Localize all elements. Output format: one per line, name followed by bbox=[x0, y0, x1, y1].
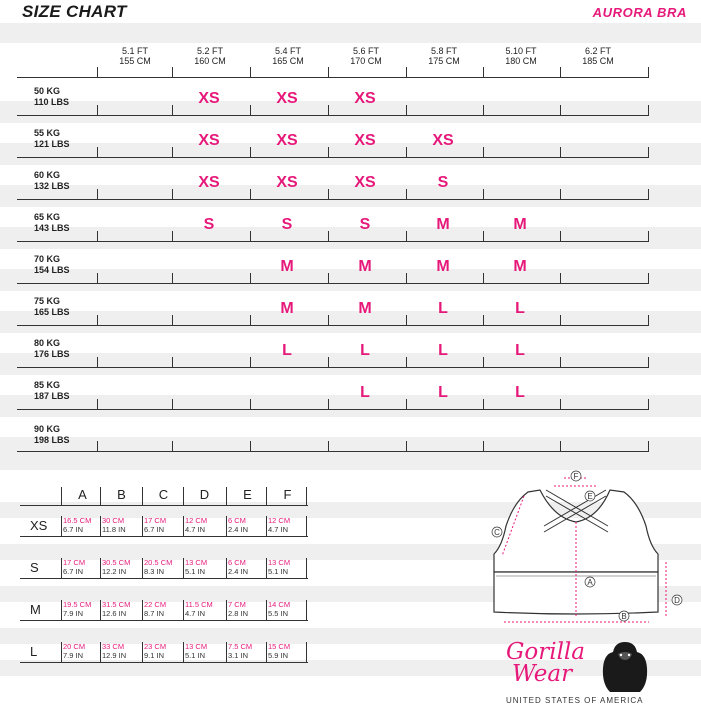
measure-cell bbox=[63, 558, 105, 576]
measure-in: 8.7 IN bbox=[144, 609, 165, 618]
size-cell: L bbox=[360, 342, 370, 359]
row-divider bbox=[17, 451, 649, 452]
height-ft: 6.2 FT bbox=[584, 46, 611, 56]
measure-row-line bbox=[20, 662, 308, 663]
measure-tick bbox=[61, 516, 62, 536]
measure-cell bbox=[228, 516, 270, 534]
weight-kg: 80 KG bbox=[34, 338, 61, 348]
column-tick bbox=[172, 315, 173, 325]
column-tick bbox=[172, 357, 173, 367]
height-cm: 165 CM bbox=[272, 56, 304, 66]
measure-cell bbox=[63, 516, 105, 534]
size-cell: M bbox=[358, 258, 372, 275]
measure-tick bbox=[61, 642, 62, 662]
column-tick bbox=[172, 273, 173, 283]
size-cell: M bbox=[513, 258, 527, 275]
measure-tick bbox=[142, 487, 143, 505]
measure-cell bbox=[63, 600, 105, 618]
measure-cm: 6 CM bbox=[228, 558, 246, 567]
height-ft: 5.10 FT bbox=[505, 46, 537, 56]
row-divider bbox=[17, 199, 649, 200]
measure-column-header: E bbox=[243, 487, 252, 502]
column-tick bbox=[97, 231, 98, 241]
height-ft: 5.1 FT bbox=[121, 46, 148, 56]
measure-tick bbox=[183, 600, 184, 620]
measure-in: 2.8 IN bbox=[228, 609, 249, 618]
measure-tick bbox=[266, 516, 267, 536]
product-name: AURORA BRA bbox=[592, 5, 687, 20]
size-cell: M bbox=[513, 216, 527, 233]
height-column-header bbox=[173, 46, 247, 66]
weight-kg: 85 KG bbox=[34, 380, 61, 390]
measure-cell bbox=[102, 600, 144, 618]
height-column-header bbox=[98, 46, 172, 66]
weight-lbs: 154 LBS bbox=[34, 265, 70, 275]
measure-cm: 20 CM bbox=[63, 642, 86, 651]
measure-cell bbox=[228, 600, 270, 618]
logo-line-1: Gorilla bbox=[506, 639, 585, 665]
measure-in: 9.1 IN bbox=[144, 651, 165, 660]
weight-row-label bbox=[34, 212, 70, 234]
column-tick bbox=[97, 105, 98, 115]
measure-in: 6.7 IN bbox=[144, 525, 165, 534]
column-tick bbox=[648, 147, 649, 157]
measure-cm: 12 CM bbox=[268, 516, 291, 525]
measure-tick bbox=[226, 487, 227, 505]
measure-in: 11.8 IN bbox=[102, 525, 126, 534]
measure-size-label: S bbox=[30, 560, 39, 575]
weight-row-label bbox=[34, 254, 70, 276]
measure-tick bbox=[266, 600, 267, 620]
measure-cm: 30.5 CM bbox=[102, 558, 131, 567]
column-tick bbox=[97, 67, 98, 77]
measure-tick bbox=[226, 516, 227, 536]
measure-cm: 33 CM bbox=[102, 642, 125, 651]
column-tick bbox=[328, 441, 329, 451]
measure-cm: 12 CM bbox=[185, 516, 208, 525]
measure-in: 6.7 IN bbox=[63, 567, 84, 576]
weight-kg: 70 KG bbox=[34, 254, 61, 264]
height-column-header bbox=[561, 46, 635, 66]
weight-lbs: 110 LBS bbox=[34, 97, 70, 107]
measure-in: 5.1 IN bbox=[185, 651, 206, 660]
measure-tick bbox=[266, 487, 267, 505]
height-cm: 180 CM bbox=[505, 56, 537, 66]
size-cell: XS bbox=[354, 174, 376, 191]
column-tick bbox=[560, 189, 561, 199]
measure-column-header: F bbox=[283, 487, 292, 502]
height-ft: 5.8 FT bbox=[430, 46, 457, 56]
size-cell: XS bbox=[198, 174, 220, 191]
size-cell: M bbox=[436, 216, 450, 233]
row-divider bbox=[17, 367, 649, 368]
size-cell: XS bbox=[276, 132, 298, 149]
measure-cell bbox=[144, 600, 186, 618]
weight-row-label bbox=[34, 170, 70, 192]
measure-column-header: C bbox=[158, 487, 169, 502]
height-ft: 5.2 FT bbox=[196, 46, 223, 56]
measure-tick bbox=[142, 516, 143, 536]
column-tick bbox=[560, 67, 561, 77]
measure-in: 4.7 IN bbox=[185, 525, 206, 534]
column-tick bbox=[172, 441, 173, 451]
measure-tick bbox=[226, 600, 227, 620]
size-cell: L bbox=[515, 300, 525, 317]
bra-measurement-diagram bbox=[484, 466, 694, 636]
size-cell: XS bbox=[198, 90, 220, 107]
column-tick bbox=[328, 67, 329, 77]
measure-size-label: L bbox=[30, 644, 38, 659]
height-ft: 5.6 FT bbox=[352, 46, 379, 56]
measure-tick bbox=[183, 487, 184, 505]
measure-in: 4.7 IN bbox=[185, 609, 206, 618]
size-cell: S bbox=[281, 216, 293, 233]
measure-cell bbox=[144, 642, 186, 660]
height-column-header bbox=[407, 46, 481, 66]
measure-cm: 16.5 CM bbox=[63, 516, 92, 525]
brand-tagline: UNITED STATES OF AMERICA bbox=[506, 696, 644, 705]
measure-cm: 23 CM bbox=[144, 642, 167, 651]
column-tick bbox=[97, 147, 98, 157]
label-c: C bbox=[494, 528, 500, 537]
measure-tick bbox=[183, 642, 184, 662]
measure-cm: 7.5 CM bbox=[228, 642, 253, 651]
measure-in: 5.1 IN bbox=[268, 567, 289, 576]
row-divider bbox=[17, 157, 649, 158]
measure-cm: 13 CM bbox=[185, 558, 208, 567]
measure-in: 6.7 IN bbox=[63, 525, 84, 534]
measure-tick bbox=[100, 642, 101, 662]
size-cell: M bbox=[280, 258, 294, 275]
column-tick bbox=[648, 357, 649, 367]
column-tick bbox=[483, 105, 484, 115]
measure-cm: 15 CM bbox=[268, 642, 291, 651]
weight-kg: 65 KG bbox=[34, 212, 61, 222]
size-cell: XS bbox=[198, 132, 220, 149]
column-tick bbox=[648, 441, 649, 451]
column-tick bbox=[97, 399, 98, 409]
measure-tick bbox=[100, 516, 101, 536]
measure-cm: 6 CM bbox=[228, 516, 246, 525]
weight-row-label bbox=[34, 86, 69, 108]
row-divider bbox=[17, 241, 649, 242]
measure-tick bbox=[100, 600, 101, 620]
measure-cell bbox=[63, 642, 105, 660]
column-tick bbox=[560, 315, 561, 325]
column-tick bbox=[172, 67, 173, 77]
label-f: F bbox=[573, 472, 579, 481]
measure-column-header: D bbox=[199, 487, 210, 502]
column-tick bbox=[560, 357, 561, 367]
height-ft: 5.4 FT bbox=[274, 46, 301, 56]
measure-cm: 31.5 CM bbox=[102, 600, 131, 609]
measure-cm: 13 CM bbox=[268, 558, 291, 567]
size-cell: XS bbox=[354, 132, 376, 149]
measure-tick bbox=[306, 487, 307, 505]
measure-cm: 17 CM bbox=[144, 516, 167, 525]
column-tick bbox=[406, 105, 407, 115]
label-b: B bbox=[621, 612, 627, 621]
column-tick bbox=[648, 399, 649, 409]
measure-in: 8.3 IN bbox=[144, 567, 165, 576]
weight-lbs: 121 LBS bbox=[34, 139, 70, 149]
measure-cell bbox=[185, 600, 227, 618]
measure-tick bbox=[266, 558, 267, 578]
row-divider bbox=[17, 115, 649, 116]
measure-tick bbox=[266, 642, 267, 662]
logo-line-2: Wear bbox=[512, 661, 573, 687]
measure-tick bbox=[306, 600, 307, 620]
measure-cell bbox=[185, 516, 227, 534]
measure-header-line bbox=[20, 505, 308, 506]
measure-column-header: A bbox=[78, 487, 87, 502]
weight-lbs: 198 LBS bbox=[34, 435, 70, 445]
measure-tick bbox=[61, 487, 62, 505]
measure-cell bbox=[144, 558, 186, 576]
column-tick bbox=[97, 441, 98, 451]
measure-cell bbox=[268, 516, 310, 534]
weight-lbs: 176 LBS bbox=[34, 349, 70, 359]
label-e: E bbox=[587, 492, 593, 501]
measure-cell bbox=[268, 600, 310, 618]
measure-tick bbox=[100, 487, 101, 505]
column-tick bbox=[97, 315, 98, 325]
measure-in: 5.5 IN bbox=[268, 609, 289, 618]
column-tick bbox=[97, 273, 98, 283]
measure-cell bbox=[102, 516, 144, 534]
size-cell: L bbox=[515, 342, 525, 359]
column-tick bbox=[648, 273, 649, 283]
weight-kg: 90 KG bbox=[34, 424, 61, 434]
measure-in: 5.1 IN bbox=[185, 567, 206, 576]
weight-kg: 60 KG bbox=[34, 170, 61, 180]
weight-lbs: 165 LBS bbox=[34, 307, 70, 317]
row-divider bbox=[17, 409, 649, 410]
height-cm: 160 CM bbox=[194, 56, 226, 66]
height-cm: 155 CM bbox=[119, 56, 151, 66]
weight-lbs: 187 LBS bbox=[34, 391, 70, 401]
weight-kg: 50 KG bbox=[34, 86, 61, 96]
measure-in: 7.9 IN bbox=[63, 651, 84, 660]
measure-cell bbox=[268, 558, 310, 576]
weight-row-label bbox=[34, 424, 70, 446]
column-tick bbox=[648, 67, 649, 77]
column-tick bbox=[483, 67, 484, 77]
measure-cell bbox=[102, 642, 144, 660]
measure-cm: 14 CM bbox=[268, 600, 291, 609]
measure-tick bbox=[142, 558, 143, 578]
size-cell: S bbox=[203, 216, 215, 233]
size-cell: XS bbox=[354, 90, 376, 107]
measure-column-header: B bbox=[117, 487, 126, 502]
column-tick bbox=[560, 147, 561, 157]
measure-in: 3.1 IN bbox=[228, 651, 249, 660]
size-cell: XS bbox=[432, 132, 454, 149]
size-cell: XS bbox=[276, 90, 298, 107]
column-tick bbox=[560, 399, 561, 409]
measure-cell bbox=[228, 642, 270, 660]
gorilla-icon bbox=[600, 640, 650, 694]
measure-size-label: M bbox=[30, 602, 41, 617]
measure-tick bbox=[183, 558, 184, 578]
row-divider bbox=[17, 283, 649, 284]
column-tick bbox=[250, 399, 251, 409]
measure-row-line bbox=[20, 620, 308, 621]
measure-row-line bbox=[20, 578, 308, 579]
weight-kg: 75 KG bbox=[34, 296, 61, 306]
measure-in: 12.2 IN bbox=[102, 567, 127, 576]
size-cell: S bbox=[437, 174, 449, 191]
measure-tick bbox=[142, 600, 143, 620]
column-tick bbox=[648, 231, 649, 241]
weight-row-label bbox=[34, 338, 70, 360]
size-cell: L bbox=[438, 342, 448, 359]
measure-cm: 20.5 CM bbox=[144, 558, 173, 567]
measure-tick bbox=[100, 558, 101, 578]
column-tick bbox=[172, 399, 173, 409]
size-cell: M bbox=[358, 300, 372, 317]
column-tick bbox=[560, 105, 561, 115]
size-cell: XS bbox=[276, 174, 298, 191]
column-tick bbox=[97, 357, 98, 367]
height-cm: 170 CM bbox=[350, 56, 382, 66]
measure-in: 12.9 IN bbox=[102, 651, 127, 660]
column-tick bbox=[483, 189, 484, 199]
weight-row-label bbox=[34, 128, 70, 150]
size-cell: L bbox=[360, 384, 370, 401]
height-column-header bbox=[251, 46, 325, 66]
measure-tick bbox=[61, 558, 62, 578]
column-tick bbox=[250, 441, 251, 451]
row-divider bbox=[17, 325, 649, 326]
column-tick bbox=[648, 189, 649, 199]
size-cell: M bbox=[280, 300, 294, 317]
brand-logo bbox=[506, 641, 585, 685]
measure-cell bbox=[185, 642, 227, 660]
measure-in: 5.9 IN bbox=[268, 651, 289, 660]
column-tick bbox=[250, 67, 251, 77]
measure-in: 7.9 IN bbox=[63, 609, 84, 618]
column-tick bbox=[483, 147, 484, 157]
column-tick bbox=[406, 67, 407, 77]
measure-tick bbox=[61, 600, 62, 620]
measure-cm: 11.5 CM bbox=[185, 600, 213, 609]
measure-cm: 30 CM bbox=[102, 516, 125, 525]
size-cell: M bbox=[436, 258, 450, 275]
size-cell: L bbox=[438, 300, 448, 317]
column-tick bbox=[560, 231, 561, 241]
measure-cell bbox=[102, 558, 144, 576]
measure-cell bbox=[228, 558, 270, 576]
column-tick bbox=[406, 441, 407, 451]
height-cm: 185 CM bbox=[582, 56, 614, 66]
measure-tick bbox=[183, 516, 184, 536]
measure-tick bbox=[306, 516, 307, 536]
measure-tick bbox=[226, 642, 227, 662]
size-cell: L bbox=[515, 384, 525, 401]
row-divider bbox=[17, 77, 649, 78]
measure-in: 2.4 IN bbox=[228, 567, 249, 576]
measure-cm: 7 CM bbox=[228, 600, 246, 609]
column-tick bbox=[648, 315, 649, 325]
column-tick bbox=[648, 105, 649, 115]
measure-in: 4.7 IN bbox=[268, 525, 289, 534]
measure-in: 2.4 IN bbox=[228, 525, 249, 534]
height-column-header bbox=[484, 46, 558, 66]
background-band bbox=[0, 23, 701, 43]
measure-tick bbox=[142, 642, 143, 662]
weight-row-label bbox=[34, 380, 70, 402]
measure-tick bbox=[226, 558, 227, 578]
label-d: D bbox=[674, 596, 680, 605]
weight-lbs: 143 LBS bbox=[34, 223, 70, 233]
column-tick bbox=[483, 441, 484, 451]
measure-tick bbox=[306, 642, 307, 662]
weight-lbs: 132 LBS bbox=[34, 181, 70, 191]
measure-size-label: XS bbox=[30, 518, 48, 533]
measure-cm: 22 CM bbox=[144, 600, 167, 609]
measure-cm: 13 CM bbox=[185, 642, 208, 651]
measure-row-line bbox=[20, 536, 308, 537]
measure-cell bbox=[268, 642, 310, 660]
size-cell: L bbox=[438, 384, 448, 401]
measure-in: 12.6 IN bbox=[102, 609, 127, 618]
measure-cm: 17 CM bbox=[63, 558, 86, 567]
measure-cell bbox=[144, 516, 186, 534]
column-tick bbox=[560, 273, 561, 283]
measure-cm: 19.5 CM bbox=[63, 600, 92, 609]
label-a: A bbox=[587, 578, 593, 587]
column-tick bbox=[97, 189, 98, 199]
height-column-header bbox=[329, 46, 403, 66]
measure-tick bbox=[306, 558, 307, 578]
size-cell: S bbox=[359, 216, 371, 233]
page-title: SIZE CHART bbox=[22, 2, 127, 21]
weight-kg: 55 KG bbox=[34, 128, 61, 138]
measure-cell bbox=[185, 558, 227, 576]
height-cm: 175 CM bbox=[428, 56, 460, 66]
size-cell: L bbox=[282, 342, 292, 359]
column-tick bbox=[560, 441, 561, 451]
weight-row-label bbox=[34, 296, 70, 318]
